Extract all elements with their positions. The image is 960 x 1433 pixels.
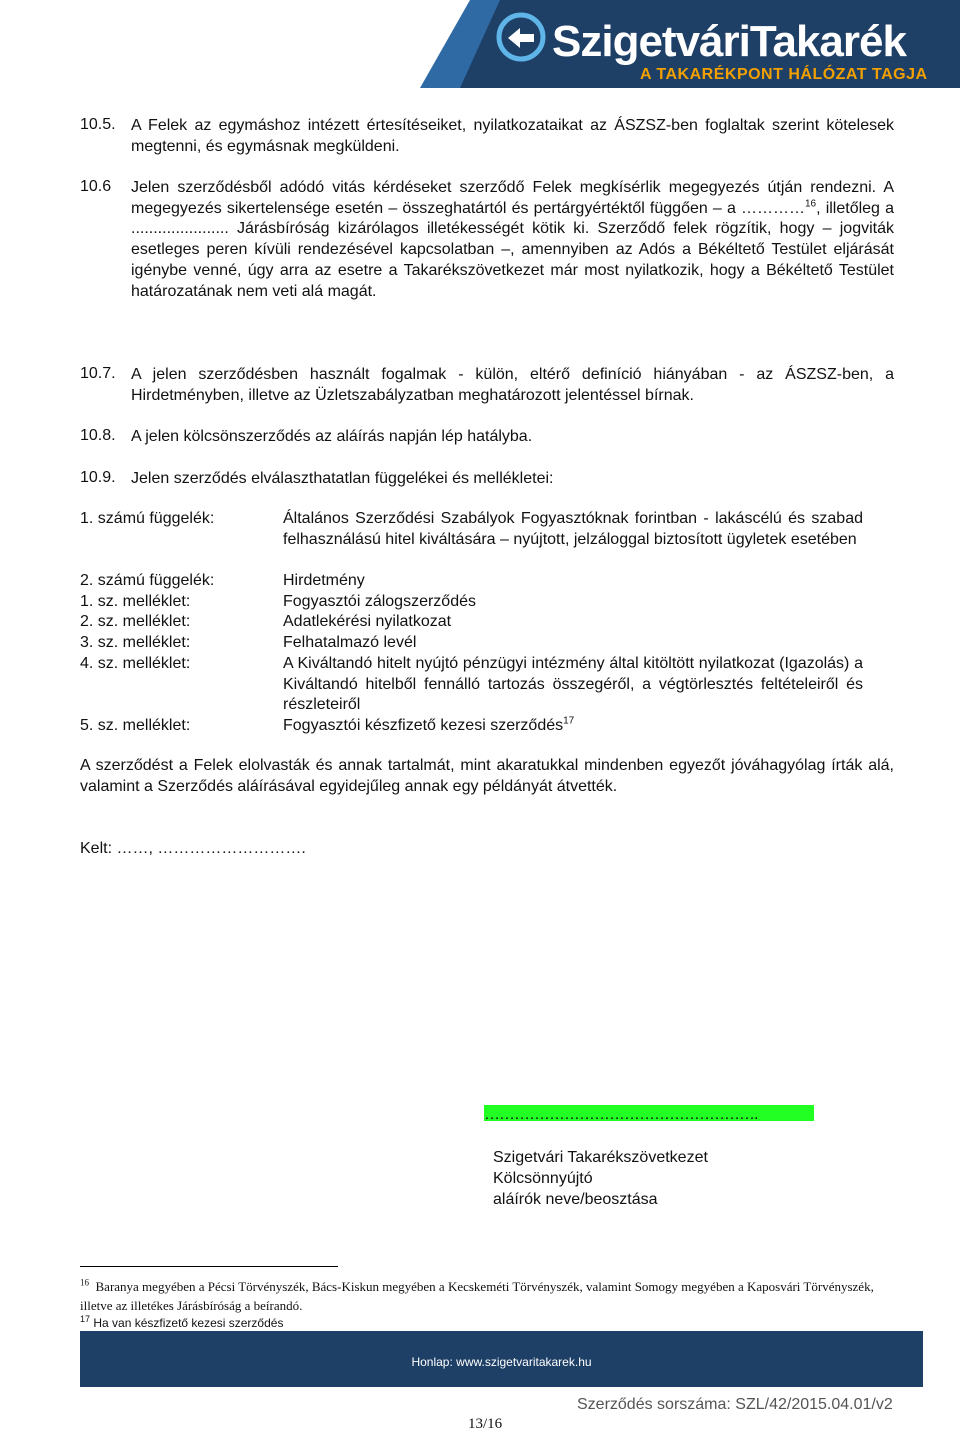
appendix-label: 2. számú függelék: <box>80 572 215 589</box>
footnote-16-text: Baranya megyében a Pécsi Törvényszék, Bács-Kiskun megyében a Kecskeméti Törvényszék, valamint Somogy megyében a Kaposvári Törvényszék, illetve az illetékes Járásbíróság a beírandó. <box>80 1279 874 1313</box>
section-10-7-text: A jelen szerződésben használt fogalmak - külön, eltérő definíció hiányában - az ÁSZSZ-ben, a Hirdetményben, illetve az Üzletszabályzatban meghatározott jelentéssel bírnak. <box>131 366 894 404</box>
signature-role: Kölcsönnyújtó <box>493 1170 593 1187</box>
section-number-10-5: 10.5. <box>80 116 116 133</box>
appendix-description <box>283 716 863 737</box>
appendix-description: Általános Szerződési Szabályok Fogyasztóknak forintban - lakáscélú és szabad felhasználású hitel kiváltására – nyújtott, jelzáloggal biztosított ügyletek esetében <box>283 510 863 548</box>
section-number-10-7: 10.7. <box>80 365 116 382</box>
date-place-line: Kelt: ……, ………………………. <box>80 840 306 857</box>
section-10-6-part1: Jelen szerződésből adódó vitás kérdéseket szerződő Felek megkísérlik megegyezés útján rendezni. A megegyezés sikertelensége esetén – összeghatártól és pertárgyértéktől függően – a ………… <box>131 179 894 217</box>
appendix-description: Felhatalmazó levél <box>283 634 417 651</box>
footnote-17-number: 17 <box>80 1314 91 1324</box>
brand-name: SzigetváriTakarék <box>552 17 906 66</box>
footnote-ref-16: 16 <box>804 198 817 210</box>
appendix-description: A Kiváltandó hitelt nyújtó pénzügyi intézmény által kitöltött nyilatkozat (Igazolás) a Kiváltandó hitelből fennálló tartozás összegéről, a végtörlesztés feltételeiről és részleteiről <box>283 655 863 714</box>
footnote-17-text: Ha van készfizető kezesi szerződés <box>93 1316 284 1330</box>
signature-line: ………………………………………………. <box>484 1106 758 1123</box>
section-10-8-text: A jelen kölcsönszerződés az aláírás napján lép hatályba. <box>131 428 533 445</box>
appendix-label: 3. sz. melléklet: <box>80 634 191 651</box>
section-number-10-6: 10.6 <box>80 178 112 195</box>
section-10-5-text: A Felek az egymáshoz intézett értesítéseiket, nyilatkozataikat az ÁSZSZ-ben foglaltak szerint kötelesek megtenni, és egymásnak megküldeni. <box>131 117 894 155</box>
appendix-label: 1. sz. melléklet: <box>80 593 191 610</box>
appendix-label: 2. sz. melléklet: <box>80 613 191 630</box>
footer-website: Honlap: www.szigetvaritakarek.hu <box>411 1355 592 1369</box>
appendix-description: Adatlekérési nyilatkozat <box>283 613 452 630</box>
footer-bar <box>80 1331 923 1387</box>
signature-org: Szigetvári Takarékszövetkezet <box>493 1149 708 1166</box>
footnote-16 <box>80 1277 880 1315</box>
appendix-label: 1. számú függelék: <box>80 510 215 527</box>
footnote-separator <box>80 1266 338 1267</box>
section-10-6-text <box>131 178 894 302</box>
contract-number: Szerződés sorszáma: SZL/42/2015.04.01/v2 <box>577 1396 893 1413</box>
section-10-6-part2: , illetőleg a ...................... Járásbíróság kizárólagos illetékességét kötik ki. Szerződő felek rögzítik, hogy – jogviták esetleges peren kívüli rendezésével kapcsolatban –, amennyiben az Adós a Békéltető Testület eljárását igénybe venné, úgy arra az esetre a Takarékszövetkezet már most nyilatkozik, hogy a Békéltető Testület határozatának nem veti alá magát. <box>131 199 894 300</box>
appendix-label: 4. sz. melléklet: <box>80 655 191 672</box>
section-number-10-9: 10.9. <box>80 469 116 486</box>
footnote-ref-17: 17 <box>563 715 575 727</box>
brand-tagline: A TAKARÉKPONT HÁLÓZAT TAGJA <box>640 66 928 83</box>
section-number-10-8: 10.8. <box>80 427 116 444</box>
section-10-9-text: Jelen szerződés elválaszthatatlan függelékei és mellékletei: <box>131 470 554 487</box>
header-banner <box>0 0 960 88</box>
appendix-description: Fogyasztói zálogszerződés <box>283 593 476 610</box>
appendix-label: 5. sz. melléklet: <box>80 717 191 734</box>
closing-paragraph: A szerződést a Felek elolvasták és annak tartalmát, mint akaratukkal mindenben egyezőt jóváhagyólag írták alá, valamint a Szerződés aláírásával egyidejűleg annak egy példányát átvették. <box>80 757 894 795</box>
appendix-description: Hirdetmény <box>283 572 365 589</box>
signature-signers: aláírók neve/beosztása <box>493 1191 658 1208</box>
footnote-16-number: 16 <box>80 1277 89 1288</box>
page-number: 13/16 <box>468 1416 503 1432</box>
appendix-description-text: Fogyasztói készfizető kezesi szerződés <box>283 717 564 734</box>
takarek-logo-icon <box>496 12 546 62</box>
